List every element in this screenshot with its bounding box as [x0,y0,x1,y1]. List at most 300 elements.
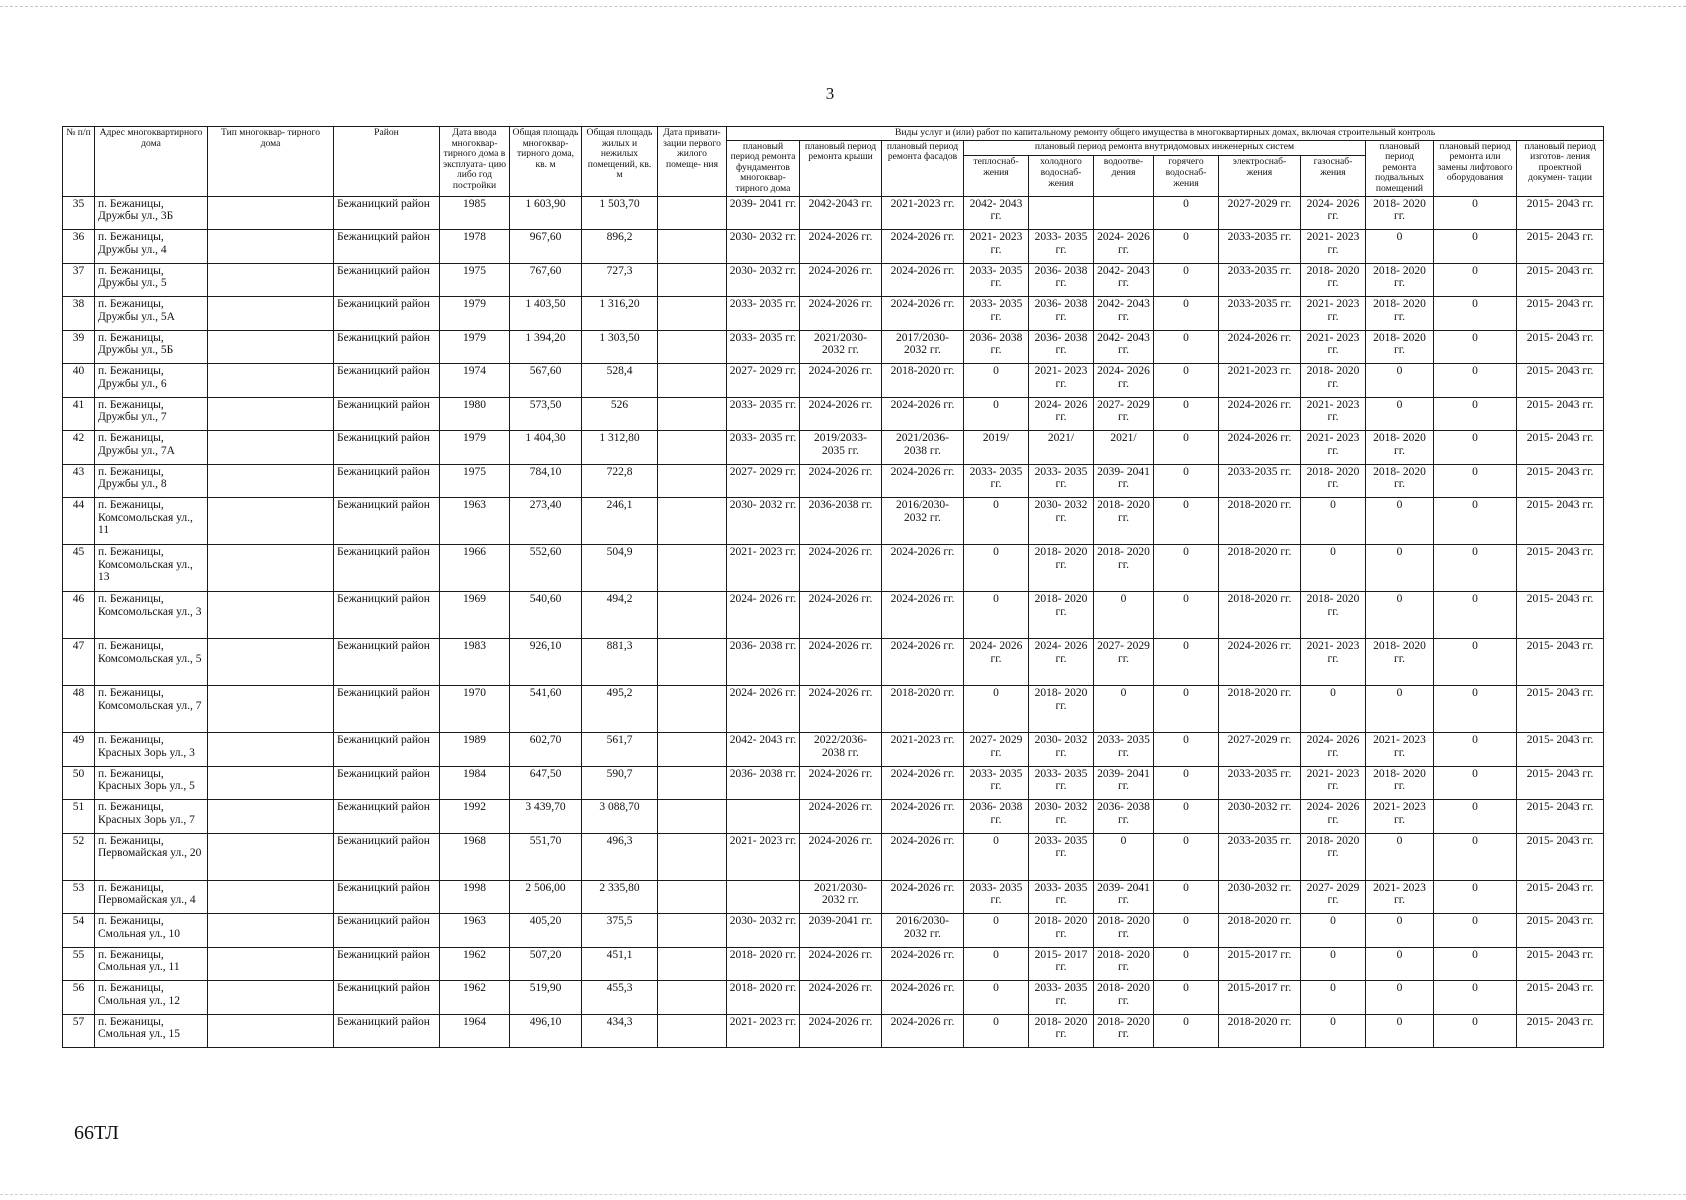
cell-cold-water: 2036- 2038 гг. [1029,263,1094,297]
cell-heat: 0 [964,592,1029,639]
cell-privatization [658,397,727,431]
cell-facade: 2016/2030- 2032 гг. [882,498,964,545]
cell-electric: 2018-2020 гг. [1219,1014,1301,1048]
cell-heat: 2033- 2035 гг. [964,297,1029,331]
cell-electric: 2015-2017 гг. [1219,981,1301,1015]
cell-hot-water: 0 [1154,947,1219,981]
cell-foundation: 2030- 2032 гг. [727,498,800,545]
header-type: Тип многоквар- тирного дома [208,127,334,197]
cell-year: 1975 [440,464,510,498]
cell-address: п. Бежаницы, Смольная ул., 15 [95,1014,208,1048]
cell-cold-water: 2021/ [1029,431,1094,465]
cell-year: 1998 [440,880,510,914]
cell-num: 49 [63,733,95,767]
cell-year: 1962 [440,947,510,981]
cell-lift: 0 [1434,800,1517,834]
cell-roof: 2024-2026 гг. [800,639,882,686]
cell-privatization [658,800,727,834]
cell-gas: 2018- 2020 гг. [1301,464,1366,498]
header-gas: газоснаб- жения [1301,156,1366,196]
cell-year: 1992 [440,800,510,834]
cell-gas: 2024- 2026 гг. [1301,800,1366,834]
table-row [63,592,1604,639]
cell-cold-water [1029,196,1094,230]
cell-basement: 0 [1366,686,1434,733]
cell-hot-water: 0 [1154,766,1219,800]
cell-basement: 0 [1366,947,1434,981]
cell-raion: Бежаницкий район [334,880,440,914]
cell-living-area: 1 316,20 [582,297,658,331]
cell-total-area: 1 403,50 [510,297,582,331]
cell-sewer: 2036- 2038 гг. [1094,800,1154,834]
cell-total-area: 647,50 [510,766,582,800]
cell-lift: 0 [1434,766,1517,800]
cell-project-docs: 2015- 2043 гг. [1517,766,1604,800]
cell-roof: 2024-2026 гг. [800,800,882,834]
cell-hot-water: 0 [1154,545,1219,592]
cell-heat: 0 [964,498,1029,545]
cell-privatization [658,545,727,592]
cell-total-area: 602,70 [510,733,582,767]
cell-hot-water: 0 [1154,914,1219,948]
cell-sewer: 2018- 2020 гг. [1094,545,1154,592]
cell-gas: 0 [1301,686,1366,733]
cell-sewer: 2039- 2041 гг. [1094,766,1154,800]
cell-address: п. Бежаницы, Дружбы ул., 5 [95,263,208,297]
cell-privatization [658,766,727,800]
cell-living-area: 881,3 [582,639,658,686]
cell-gas: 2027- 2029 гг. [1301,880,1366,914]
cell-gas: 2024- 2026 гг. [1301,196,1366,230]
cell-total-area: 784,10 [510,464,582,498]
cell-living-area: 2 335,80 [582,880,658,914]
cell-living-area: 495,2 [582,686,658,733]
cell-lift: 0 [1434,364,1517,398]
header-systems-group: плановый период ремонта внутридомовых инженерных систем [964,140,1366,156]
cell-raion: Бежаницкий район [334,639,440,686]
cell-facade: 2024-2026 гг. [882,833,964,880]
page-number: 3 [825,84,835,103]
cell-num: 36 [63,230,95,264]
cell-gas: 0 [1301,1014,1366,1048]
cell-electric: 2021-2023 гг. [1219,364,1301,398]
cell-address: п. Бежаницы, Комсомольская ул., 7 [95,686,208,733]
cell-lift: 0 [1434,397,1517,431]
cell-type [208,733,334,767]
cell-address: п. Бежаницы, Смольная ул., 12 [95,981,208,1015]
cell-living-area: 1 503,70 [582,196,658,230]
cell-electric: 2018-2020 гг. [1219,914,1301,948]
cell-heat: 2027- 2029 гг. [964,733,1029,767]
header-num: № п/п [63,127,95,197]
cell-gas: 2021- 2023 гг. [1301,431,1366,465]
scan-edge-top [0,6,1686,8]
cell-privatization [658,733,727,767]
cell-privatization [658,431,727,465]
cell-basement: 2021- 2023 гг. [1366,733,1434,767]
cell-basement: 2018- 2020 гг. [1366,639,1434,686]
cell-living-area: 727,3 [582,263,658,297]
cell-roof: 2024-2026 гг. [800,1014,882,1048]
cell-project-docs: 2015- 2043 гг. [1517,880,1604,914]
cell-project-docs: 2015- 2043 гг. [1517,364,1604,398]
cell-address: п. Бежаницы, Красных Зорь ул., 7 [95,800,208,834]
cell-raion: Бежаницкий район [334,545,440,592]
cell-lift: 0 [1434,914,1517,948]
cell-roof: 2024-2026 гг. [800,833,882,880]
cell-cold-water: 2030- 2032 гг. [1029,498,1094,545]
cell-total-area: 567,60 [510,364,582,398]
cell-total-area: 405,20 [510,914,582,948]
cell-project-docs: 2015- 2043 гг. [1517,297,1604,331]
cell-living-area: 494,2 [582,592,658,639]
cell-lift: 0 [1434,431,1517,465]
cell-type [208,880,334,914]
table-row [63,297,1604,331]
cell-foundation: 2027- 2029 гг. [727,364,800,398]
cell-raion: Бежаницкий район [334,230,440,264]
cell-foundation: 2033- 2035 гг. [727,330,800,364]
cell-basement: 0 [1366,230,1434,264]
cell-sewer: 0 [1094,833,1154,880]
cell-privatization [658,196,727,230]
cell-living-area: 528,4 [582,364,658,398]
cell-hot-water: 0 [1154,1014,1219,1048]
table-row [63,686,1604,733]
cell-address: п. Бежаницы, Первомайская ул., 4 [95,880,208,914]
cell-basement: 2018- 2020 гг. [1366,464,1434,498]
cell-roof: 2021/2030- 2032 гг. [800,330,882,364]
cell-facade: 2016/2030- 2032 гг. [882,914,964,948]
cell-lift: 0 [1434,1014,1517,1048]
cell-address: п. Бежаницы, Красных Зорь ул., 3 [95,733,208,767]
cell-roof: 2024-2026 гг. [800,686,882,733]
cell-foundation: 2030- 2032 гг. [727,263,800,297]
table-row [63,733,1604,767]
cell-raion: Бежаницкий район [334,947,440,981]
scan-edge-bottom [0,1194,1686,1196]
cell-cold-water: 2036- 2038 гг. [1029,297,1094,331]
cell-raion: Бежаницкий район [334,431,440,465]
cell-num: 54 [63,914,95,948]
cell-electric: 2018-2020 гг. [1219,686,1301,733]
cell-num: 42 [63,431,95,465]
cell-foundation: 2024- 2026 гг. [727,592,800,639]
cell-hot-water: 0 [1154,800,1219,834]
cell-project-docs: 2015- 2043 гг. [1517,545,1604,592]
table-row [63,800,1604,834]
cell-foundation: 2024- 2026 гг. [727,686,800,733]
cell-facade: 2017/2030- 2032 гг. [882,330,964,364]
cell-total-area: 551,70 [510,833,582,880]
cell-electric: 2033-2035 гг. [1219,833,1301,880]
cell-facade: 2024-2026 гг. [882,766,964,800]
cell-raion: Бежаницкий район [334,733,440,767]
cell-type [208,947,334,981]
cell-basement: 0 [1366,364,1434,398]
cell-sewer: 2042- 2043 гг. [1094,297,1154,331]
cell-hot-water: 0 [1154,230,1219,264]
table [62,126,1604,1048]
cell-project-docs: 2015- 2043 гг. [1517,196,1604,230]
cell-foundation [727,800,800,834]
cell-cold-water: 2036- 2038 гг. [1029,330,1094,364]
cell-roof: 2024-2026 гг. [800,397,882,431]
cell-heat: 2036- 2038 гг. [964,330,1029,364]
cell-cold-water: 2018- 2020 гг. [1029,686,1094,733]
table-row [63,545,1604,592]
cell-foundation: 2030- 2032 гг. [727,230,800,264]
cell-basement: 2018- 2020 гг. [1366,263,1434,297]
cell-foundation: 2042- 2043 гг. [727,733,800,767]
cell-num: 38 [63,297,95,331]
cell-gas: 2021- 2023 гг. [1301,297,1366,331]
cell-total-area: 573,50 [510,397,582,431]
cell-num: 53 [63,880,95,914]
cell-electric: 2027-2029 гг. [1219,196,1301,230]
cell-type [208,592,334,639]
cell-type [208,766,334,800]
cell-electric: 2027-2029 гг. [1219,733,1301,767]
cell-privatization [658,364,727,398]
table-row [63,364,1604,398]
cell-heat: 0 [964,686,1029,733]
cell-sewer: 2042- 2043 гг. [1094,263,1154,297]
header-address: Адрес многоквартирного дома [95,127,208,197]
cell-roof: 2039-2041 гг. [800,914,882,948]
cell-project-docs: 2015- 2043 гг. [1517,263,1604,297]
cell-type [208,833,334,880]
cell-cold-water: 2015- 2017 гг. [1029,947,1094,981]
cell-basement: 0 [1366,592,1434,639]
cell-gas: 2021- 2023 гг. [1301,330,1366,364]
cell-year: 1968 [440,833,510,880]
cell-privatization [658,947,727,981]
cell-raion: Бежаницкий район [334,1014,440,1048]
cell-num: 35 [63,196,95,230]
cell-heat: 2036- 2038 гг. [964,800,1029,834]
cell-facade: 2021-2023 гг. [882,733,964,767]
cell-living-area: 246,1 [582,498,658,545]
cell-address: п. Бежаницы, Дружбы ул., 5А [95,297,208,331]
cell-heat: 2033- 2035 гг. [964,464,1029,498]
cell-hot-water: 0 [1154,498,1219,545]
cell-address: п. Бежаницы, Первомайская ул., 20 [95,833,208,880]
header-project-docs: плановый период изготов- ления проектной докумен- тации [1517,140,1604,196]
cell-project-docs: 2015- 2043 гг. [1517,397,1604,431]
cell-gas: 2021- 2023 гг. [1301,766,1366,800]
header-facade: плановый период ремонта фасадов [882,140,964,196]
cell-living-area: 526 [582,397,658,431]
cell-heat: 0 [964,914,1029,948]
cell-year: 1979 [440,297,510,331]
cell-type [208,1014,334,1048]
cell-cold-water: 2024- 2026 гг. [1029,639,1094,686]
cell-sewer [1094,196,1154,230]
cell-electric: 2030-2032 гг. [1219,800,1301,834]
cell-type [208,545,334,592]
header-lift: плановый период ремонта или замены лифтового оборудования [1434,140,1517,196]
cell-address: п. Бежаницы, Дружбы ул., 7 [95,397,208,431]
cell-year: 1962 [440,981,510,1015]
cell-raion: Бежаницкий район [334,592,440,639]
cell-cold-water: 2030- 2032 гг. [1029,800,1094,834]
cell-cold-water: 2024- 2026 гг. [1029,397,1094,431]
cell-lift: 0 [1434,686,1517,733]
cell-hot-water: 0 [1154,464,1219,498]
cell-cold-water: 2033- 2035 гг. [1029,880,1094,914]
cell-raion: Бежаницкий район [334,498,440,545]
cell-hot-water: 0 [1154,364,1219,398]
cell-type [208,464,334,498]
cell-heat: 2033- 2035 гг. [964,766,1029,800]
cell-privatization [658,914,727,948]
cell-cold-water: 2033- 2035 гг. [1029,230,1094,264]
cell-electric: 2015-2017 гг. [1219,947,1301,981]
header-foundation: плановый период ремонта фундаментов многоквар- тирного дома [727,140,800,196]
cell-sewer: 2024- 2026 гг. [1094,230,1154,264]
cell-living-area: 451,1 [582,947,658,981]
cell-sewer: 0 [1094,592,1154,639]
cell-num: 51 [63,800,95,834]
cell-electric: 2024-2026 гг. [1219,330,1301,364]
cell-privatization [658,639,727,686]
cell-electric: 2024-2026 гг. [1219,397,1301,431]
cell-year: 1989 [440,733,510,767]
cell-type [208,196,334,230]
cell-year: 1983 [440,639,510,686]
cell-facade: 2024-2026 гг. [882,230,964,264]
cell-facade: 2021/2036- 2038 гг. [882,431,964,465]
cell-living-area: 590,7 [582,766,658,800]
header-electric: электроснаб- жения [1219,156,1301,196]
cell-lift: 0 [1434,733,1517,767]
cell-sewer: 2027- 2029 гг. [1094,639,1154,686]
cell-project-docs: 2015- 2043 гг. [1517,800,1604,834]
cell-facade: 2018-2020 гг. [882,686,964,733]
cell-heat: 2021- 2023 гг. [964,230,1029,264]
cell-year: 1978 [440,230,510,264]
cell-project-docs: 2015- 2043 гг. [1517,833,1604,880]
cell-project-docs: 2015- 2043 гг. [1517,639,1604,686]
cell-roof: 2024-2026 гг. [800,464,882,498]
cell-num: 44 [63,498,95,545]
cell-project-docs: 2015- 2043 гг. [1517,686,1604,733]
cell-gas: 0 [1301,545,1366,592]
cell-lift: 0 [1434,981,1517,1015]
cell-roof: 2036-2038 гг. [800,498,882,545]
cell-living-area: 455,3 [582,981,658,1015]
cell-total-area: 519,90 [510,981,582,1015]
cell-year: 1980 [440,397,510,431]
cell-sewer: 2039- 2041 гг. [1094,464,1154,498]
table-row [63,833,1604,880]
cell-total-area: 496,10 [510,1014,582,1048]
cell-heat: 0 [964,545,1029,592]
cell-gas: 0 [1301,947,1366,981]
table-row [63,914,1604,948]
cell-foundation: 2039- 2041 гг. [727,196,800,230]
cell-sewer: 2024- 2026 гг. [1094,364,1154,398]
cell-total-area: 541,60 [510,686,582,733]
cell-hot-water: 0 [1154,263,1219,297]
cell-year: 1969 [440,592,510,639]
cell-num: 50 [63,766,95,800]
cell-address: п. Бежаницы, Комсомольская ул., 11 [95,498,208,545]
cell-living-area: 561,7 [582,733,658,767]
cell-cold-water: 2018- 2020 гг. [1029,1014,1094,1048]
cell-privatization [658,230,727,264]
cell-basement: 0 [1366,914,1434,948]
cell-raion: Бежаницкий район [334,686,440,733]
cell-electric: 2024-2026 гг. [1219,431,1301,465]
cell-facade: 2024-2026 гг. [882,263,964,297]
cell-year: 1984 [440,766,510,800]
cell-living-area: 496,3 [582,833,658,880]
cell-facade: 2024-2026 гг. [882,464,964,498]
cell-address: п. Бежаницы, Красных Зорь ул., 5 [95,766,208,800]
cell-lift: 0 [1434,498,1517,545]
cell-basement: 2021- 2023 гг. [1366,800,1434,834]
cell-lift: 0 [1434,947,1517,981]
cell-facade: 2021-2023 гг. [882,196,964,230]
cell-num: 43 [63,464,95,498]
cell-foundation: 2033- 2035 гг. [727,297,800,331]
cell-facade: 2024-2026 гг. [882,545,964,592]
cell-address: п. Бежаницы, Дружбы ул., 7А [95,431,208,465]
cell-roof: 2024-2026 гг. [800,947,882,981]
cell-gas: 2021- 2023 гг. [1301,230,1366,264]
cell-basement: 2018- 2020 гг. [1366,196,1434,230]
cell-raion: Бежаницкий район [334,800,440,834]
cell-living-area: 504,9 [582,545,658,592]
cell-type [208,364,334,398]
table-row [63,880,1604,914]
cell-raion: Бежаницкий район [334,833,440,880]
cell-project-docs: 2015- 2043 гг. [1517,592,1604,639]
cell-electric: 2030-2032 гг. [1219,880,1301,914]
cell-lift: 0 [1434,297,1517,331]
cell-gas: 2024- 2026 гг. [1301,733,1366,767]
cell-basement: 2018- 2020 гг. [1366,297,1434,331]
table-row [63,639,1604,686]
cell-lift: 0 [1434,592,1517,639]
cell-hot-water: 0 [1154,733,1219,767]
cell-hot-water: 0 [1154,686,1219,733]
cell-year: 1970 [440,686,510,733]
cell-total-area: 3 439,70 [510,800,582,834]
cell-basement: 0 [1366,833,1434,880]
header-roof: плановый период ремонта крыши [800,140,882,196]
cell-project-docs: 2015- 2043 гг. [1517,498,1604,545]
cell-address: п. Бежаницы, Комсомольская ул., 5 [95,639,208,686]
cell-basement: 2021- 2023 гг. [1366,880,1434,914]
cell-sewer: 2021/ [1094,431,1154,465]
cell-cold-water: 2018- 2020 гг. [1029,545,1094,592]
cell-gas: 2021- 2023 гг. [1301,639,1366,686]
cell-lift: 0 [1434,196,1517,230]
table-row [63,431,1604,465]
cell-type [208,686,334,733]
footer-code: 66ТЛ [74,1122,119,1144]
cell-living-area: 375,5 [582,914,658,948]
cell-living-area: 722,8 [582,464,658,498]
cell-roof: 2019/2033- 2035 гг. [800,431,882,465]
cell-heat: 0 [964,364,1029,398]
header-year: Дата ввода многоквар- тирного дома в эксплуата- цию либо год постройки [440,127,510,197]
cell-facade: 2024-2026 гг. [882,880,964,914]
cell-lift: 0 [1434,230,1517,264]
